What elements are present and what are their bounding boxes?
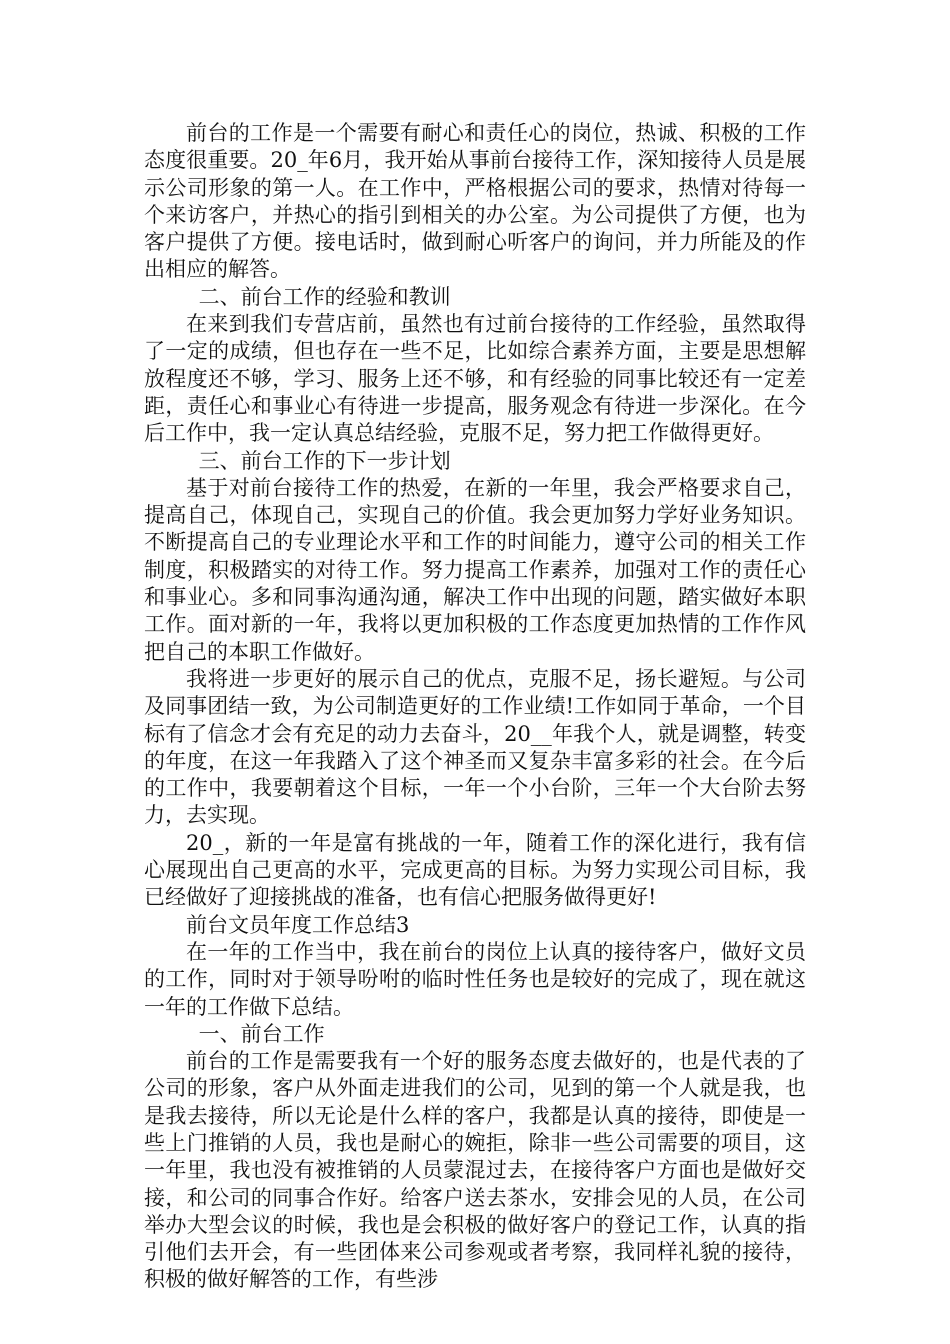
paragraph: 前台的工作是一个需要有耐心和责任心的岗位，热诚、积极的工作态度很重要。20_年6月，我开始从事前台接待工作，深知接待人员是展示公司形象的第一人。在工作中，严格根据公司的要求，热情对待每一个来访客户，并热心的指引到相关的办公室。为公司提供了方便，也为客户提供了方便。接电话时，做到耐心听客户的询问，并力所能及的作出相应的解答。 (144, 121, 806, 282)
paragraph: 前台的工作是需要我有一个好的服务态度去做好的，也是代表的了公司的形象，客户从外面走进我们的公司，见到的第一个人就是我，也是我去接待，所以无论是什么样的客户，我都是认真的接待，即使是一些上门推销的人员，我也是耐心的婉拒，除非一些公司需要的项目，这一年里，我也没有被推销的人员蒙混过去，在接待客户方面也是做好交接，和公司的同事合作好。给客户送去茶水，安排会见的人员，在公司举办大型会议的时候，我也是会积极的做好客户的登记工作，认真的指引他们去开会，有一些团体来公司参观或者考察，我同样礼貌的接待，积极的做好解答的工作，有些涉 (144, 1049, 806, 1292)
paragraph: 基于对前台接待工作的热爱，在新的一年里，我会严格要求自己，提高自己，体现自己，实现自己的价值。我会更加努力学好业务知识。不断提高自己的专业理论水平和工作的时间能力，遵守公司的相关工作制度，积极踏实的对待工作。努力提高工作素养，加强对工作的责任心和事业心。多和同事沟通沟通，解决工作中出现的问题，踏实做好本职工作。面对新的一年，我将以更加积极的工作态度更加热情的工作作风把自己的本职工作做好。 (144, 475, 806, 664)
document-subtitle: 前台文员年度工作总结3 (186, 912, 410, 937)
section-heading: 二、前台工作的经验和教训 (198, 284, 451, 309)
paragraph: 20_，新的一年是富有挑战的一年，随着工作的深化进行，我有信心展现出自己更高的水平，完成更高的目标。为努力实现公司目标，我已经做好了迎接挑战的准备，也有信心把服务做得更好! (144, 830, 806, 910)
section-heading: 一、前台工作 (198, 1021, 325, 1046)
paragraph: 在来到我们专营店前，虽然也有过前台接待的工作经验，虽然取得了一定的成绩，但也存在一些不足，比如综合素养方面，主要是思想解放程度还不够，学习、服务上还不够，和有经验的同事比较还有一定差距，责任心和事业心有待进一步提高，服务观念有待进一步深化。在今后工作中，我一定认真总结经验，克服不足，努力把工作做得更好。 (144, 312, 806, 446)
paragraph: 在一年的工作当中，我在前台的岗位上认真的接待客户，做好文员的工作，同时对于领导吩咐的临时性任务也是较好的完成了，现在就这一年的工作做下总结。 (144, 939, 806, 1019)
document-body (144, 120, 806, 1294)
paragraph: 我将进一步更好的展示自己的优点，克服不足，扬长避短。与公司及同事团结一致，为公司制造更好的工作业绩!工作如同于革命，一个目标有了信念才会有充足的动力去奋斗，20__年我个人，就是调整，转变的年度，在这一年我踏入了这个神圣而又复杂丰富多彩的社会。在今后的工作中，我要朝着这个目标，一年一个小台阶，三年一个大台阶去努力，去实现。 (144, 666, 806, 828)
section-heading: 三、前台工作的下一步计划 (198, 448, 451, 473)
